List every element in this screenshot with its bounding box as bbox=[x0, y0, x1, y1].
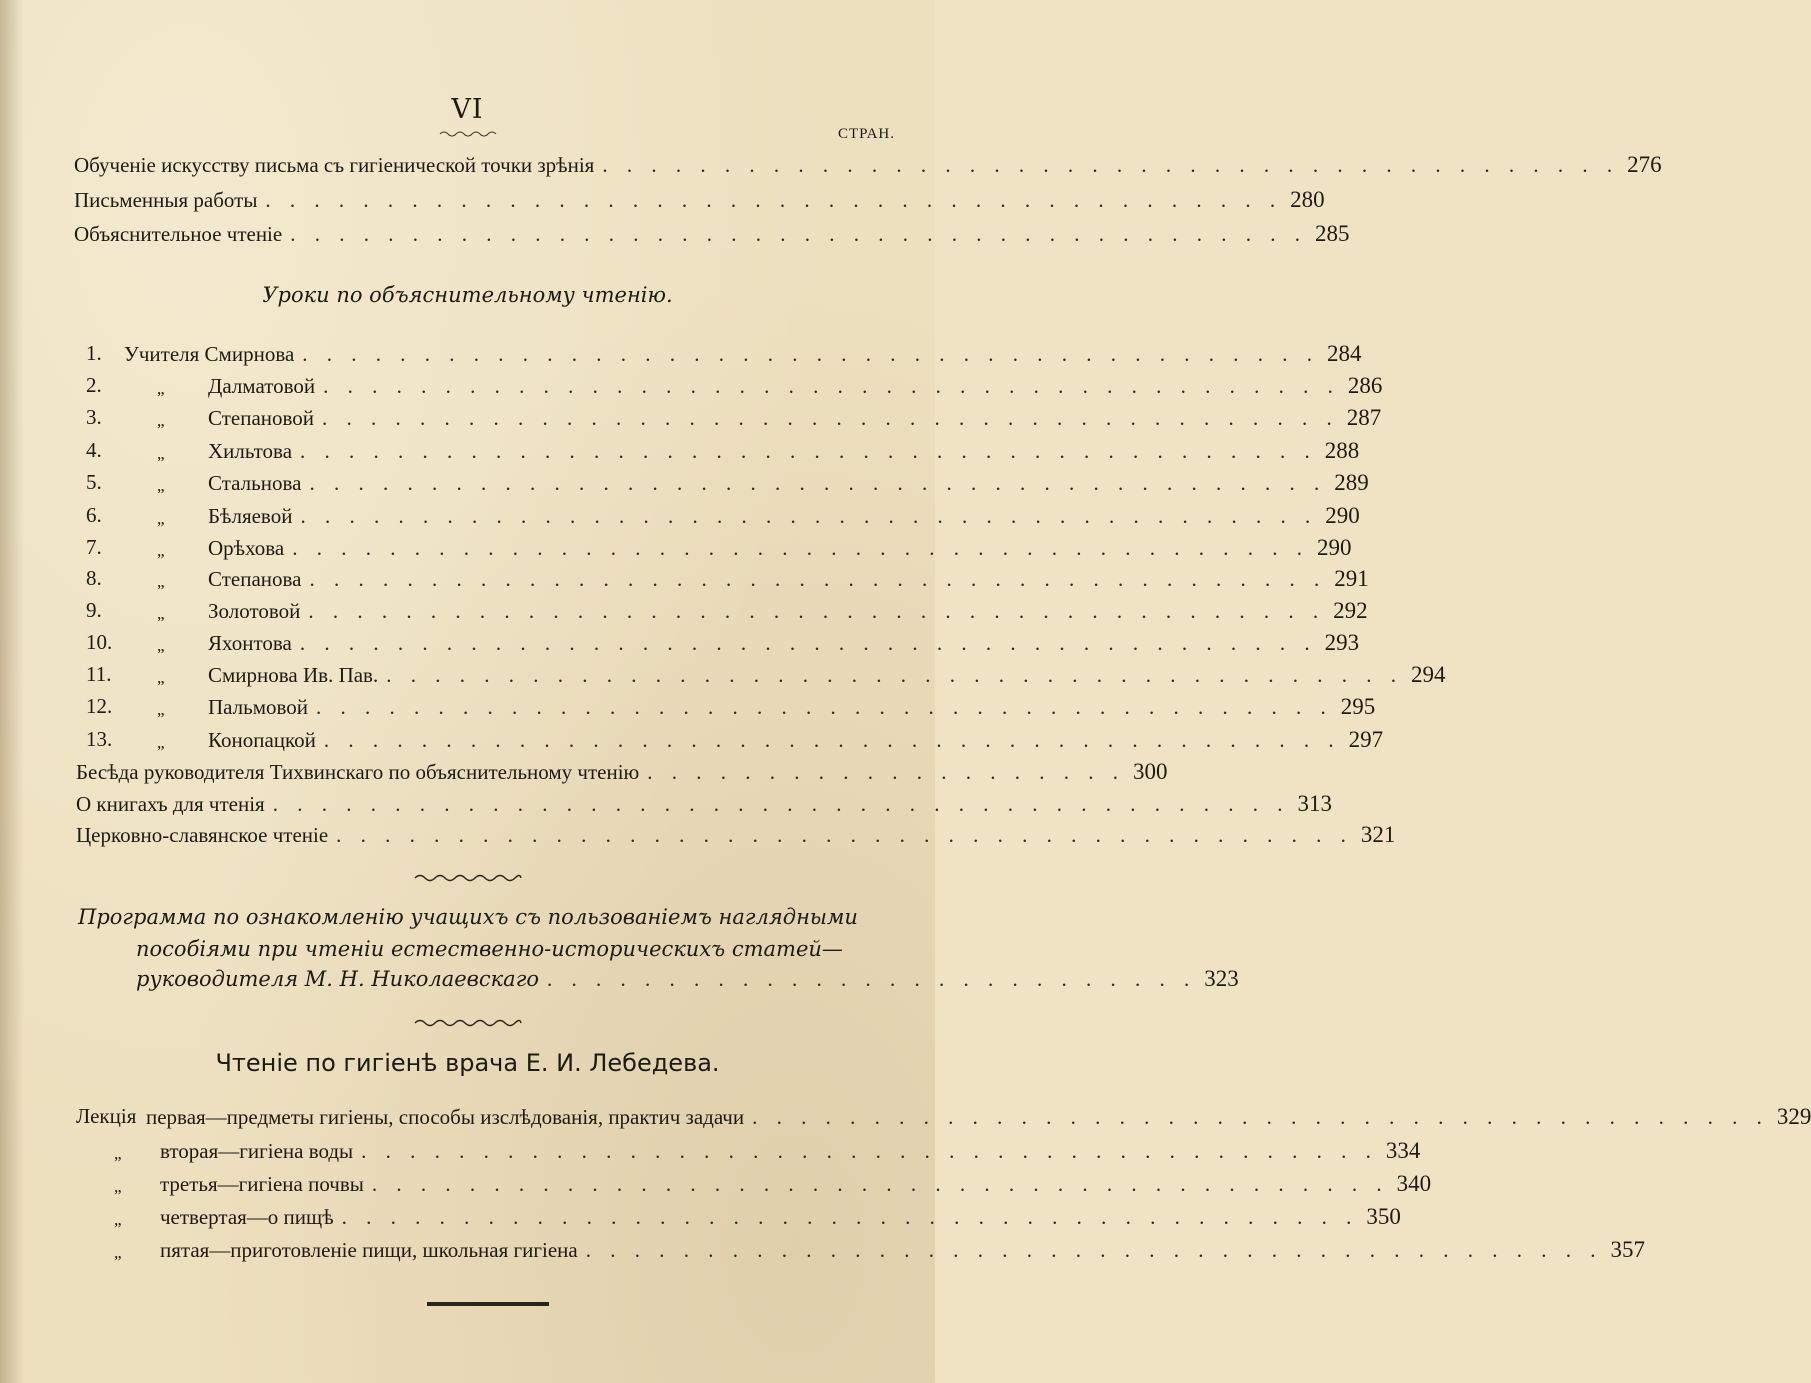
lecture-entry bbox=[146, 1104, 1811, 1134]
program-title-line-3: руководителя М. Н. Николаевскаго bbox=[136, 967, 539, 991]
lecture-page: 357 bbox=[1610, 1237, 1645, 1262]
lesson-number: 3. bbox=[86, 405, 102, 429]
lesson-number: 7. bbox=[86, 535, 102, 559]
dot-leader: . . . . . . . . . . . . . . . . . . . . . . . . . . . . . . . . . . . . . . . . . . bbox=[309, 567, 1327, 591]
dot-leader: . . . . . . . . . . . . . . . . . . . . . . . . . . . . . . . . . . . . . . . . . . bbox=[322, 406, 1339, 430]
ditto-mark: „ bbox=[157, 444, 165, 463]
lesson-teacher-name: Степанова bbox=[208, 567, 302, 591]
dot-leader: . . . . . . . . . . . . . . . . . . . . . . . . . . . . . . . . . . . . . . . . . . bbox=[585, 1238, 1603, 1262]
lesson-number: 11. bbox=[86, 662, 112, 686]
lesson-page: 294 bbox=[1410, 662, 1446, 687]
dot-leader: . . . . . . . . . . . . . . . . . . . . . . . . . . . . . . . . . . . . . . . . . . bbox=[309, 471, 1327, 495]
lesson-page: 295 bbox=[1340, 694, 1376, 719]
toc-entry-title: Письменныя работы bbox=[74, 188, 258, 212]
lesson-number: 4. bbox=[86, 438, 102, 462]
lesson-entry bbox=[208, 438, 1360, 468]
lesson-teacher-name: Пальмовой bbox=[208, 695, 309, 719]
lesson-entry bbox=[208, 503, 1360, 533]
lesson-teacher-name: Смирнова Ив. Пав. bbox=[208, 663, 379, 687]
ditto-mark: „ bbox=[157, 733, 165, 752]
toc-entry bbox=[74, 221, 1350, 251]
dot-leader: . . . . . . . . . . . . . . . . . . . . . . . . . . . . . . . . . . . . . . . . . . bbox=[290, 222, 1307, 246]
lecture-title: пятая—приготовленіе пищи, школьная гигіена bbox=[160, 1238, 578, 1262]
ditto-mark: „ bbox=[157, 476, 165, 495]
toc-entry bbox=[76, 822, 1396, 852]
lesson-entry bbox=[208, 662, 1446, 692]
ditto-mark: „ bbox=[157, 668, 165, 687]
lesson-teacher-name: Бѣляевой bbox=[208, 504, 293, 528]
lesson-page: 284 bbox=[1327, 341, 1362, 366]
dot-leader: . . . . . . . . . . . . . . . . . . . . bbox=[647, 760, 1125, 784]
lesson-page: 289 bbox=[1334, 470, 1369, 495]
lesson-entry bbox=[208, 630, 1360, 660]
toc-entry-page: 280 bbox=[1290, 187, 1325, 212]
toc-entry bbox=[76, 791, 1332, 821]
program-title-line-1: Программа по ознакомленію учащихъ съ пользованіемъ наглядными bbox=[78, 905, 858, 929]
ditto-mark: „ bbox=[157, 379, 165, 398]
dot-leader: . . . . . . . . . . . . . . . . . . . . . . . . . . . . . . . . . . . . . . . . . . bbox=[308, 599, 1326, 623]
ditto-mark: „ bbox=[157, 604, 165, 623]
program-title-line-2: пособіями при чтеніи естественно-историческихъ статей— bbox=[136, 937, 843, 961]
section-heading-lessons: Уроки по объяснительному чтенію. bbox=[262, 283, 673, 307]
lesson-teacher-name: Яхонтова bbox=[208, 631, 292, 655]
lesson-number: 1. bbox=[86, 341, 102, 365]
ditto-mark: „ bbox=[157, 700, 165, 719]
lesson-number: 6. bbox=[86, 503, 102, 527]
ditto-mark: „ bbox=[157, 572, 165, 591]
ornament-divider bbox=[0, 1013, 935, 1032]
lesson-number: 10. bbox=[86, 630, 113, 654]
dot-leader: . . . . . . . . . . . . . . . . . . . . . . . . . . . . . . . . . . . . . . . . . . bbox=[752, 1105, 1769, 1129]
lesson-teacher-name: Далматовой bbox=[208, 374, 316, 398]
lesson-page: 292 bbox=[1333, 598, 1368, 623]
lesson-teacher-name: Стальнова bbox=[208, 471, 302, 495]
dot-leader: . . . . . . . . . . . . . . . . . . . . . . . . . . . . . . . . . . . . . . . . . . bbox=[272, 792, 1290, 816]
lesson-page: 293 bbox=[1324, 630, 1360, 655]
lesson-entry bbox=[208, 535, 1352, 565]
lesson-teacher-name: Конопацкой bbox=[208, 728, 316, 752]
toc-entry-page: 323 bbox=[1204, 966, 1239, 991]
lesson-entry bbox=[208, 598, 1368, 628]
dot-leader: . . . . . . . . . . . . . . . . . . . . . . . . . . . . . . . . . . . . . . . . . . bbox=[323, 374, 1340, 398]
lesson-page: 290 bbox=[1325, 503, 1360, 528]
lesson-page: 291 bbox=[1334, 566, 1369, 591]
lecture-page: 340 bbox=[1396, 1171, 1432, 1196]
lecture-title: третья—гигіена почвы bbox=[160, 1172, 364, 1196]
toc-entry-page: 285 bbox=[1314, 221, 1350, 246]
page-number: VI bbox=[451, 94, 484, 125]
lesson-page: 288 bbox=[1324, 438, 1360, 463]
dot-leader: . . . . . . . . . . . . . . . . . . . . . . . . . . . . . . . . . . . . . . . . . . bbox=[316, 695, 1333, 719]
lecture-title: первая—предметы гигіены, способы изслѣдованія, практич задачи bbox=[146, 1105, 745, 1129]
lesson-teacher-name: Хильтова bbox=[208, 439, 293, 463]
toc-entry bbox=[74, 187, 1325, 217]
ditto-mark: „ bbox=[114, 1177, 122, 1196]
lecture-page: 350 bbox=[1366, 1204, 1401, 1229]
page-column-header: СТРАН. bbox=[837, 126, 895, 142]
closing-rule bbox=[427, 1302, 549, 1306]
lesson-entry bbox=[208, 566, 1369, 596]
lesson-number: 8. bbox=[86, 566, 102, 590]
lecture-page: 334 bbox=[1385, 1138, 1421, 1163]
lecture-title: четвертая—о пищѣ bbox=[160, 1205, 334, 1229]
toc-entry bbox=[76, 759, 1168, 789]
lesson-teacher-name: Учителя Смирнова bbox=[124, 342, 295, 366]
lesson-entry bbox=[124, 341, 1362, 371]
lesson-teacher-name: Степановой bbox=[208, 406, 315, 430]
dot-leader: . . . . . . . . . . . . . . . . . . . . . . . . . . . . . . . . . . . . . . . . . . bbox=[336, 823, 1353, 847]
lesson-page: 297 bbox=[1348, 727, 1384, 752]
lecture-page: 329 bbox=[1776, 1104, 1811, 1129]
ditto-mark: „ bbox=[157, 636, 165, 655]
toc-entry-title: Бесѣда руководителя Тихвинскаго по объяснительному чтенію bbox=[76, 760, 640, 784]
dot-leader: . . . . . . . . . . . . . . . . . . . . . . . . . . . . . . . . . . . . . . . . . . bbox=[292, 536, 1309, 560]
dot-leader: . . . . . . . . . . . . . . . . . . . . . . . . . . . . . . . . . . . . . . . . . . bbox=[300, 439, 1317, 463]
toc-entry-page: 300 bbox=[1133, 759, 1168, 784]
dot-leader: . . . . . . . . . . . . . . . . . . . . . . . . . . . bbox=[546, 967, 1197, 991]
dot-leader: . . . . . . . . . . . . . . . . . . . . . . . . . . . . . . . . . . . . . . . . . . bbox=[602, 153, 1620, 177]
lesson-number: 5. bbox=[86, 470, 102, 494]
ditto-mark: „ bbox=[157, 411, 165, 430]
lesson-number: 12. bbox=[86, 694, 113, 718]
toc-entry bbox=[74, 152, 1662, 182]
toc-entry-title: О книгахъ для чтенія bbox=[76, 792, 265, 816]
dot-leader: . . . . . . . . . . . . . . . . . . . . . . . . . . . . . . . . . . . . . . . . . . bbox=[299, 631, 1317, 655]
lecture-title: вторая—гигіена воды bbox=[160, 1139, 354, 1163]
lecture-prefix: Лекція bbox=[76, 1104, 137, 1128]
dot-leader: . . . . . . . . . . . . . . . . . . . . . . . . . . . . . . . . . . . . . . . . . . bbox=[300, 504, 1318, 528]
ditto-mark: „ bbox=[157, 541, 165, 560]
dot-leader: . . . . . . . . . . . . . . . . . . . . . . . . . . . . . . . . . . . . . . . . . . bbox=[386, 663, 1403, 687]
section-heading-hygiene: Чтеніе по гигіенѣ врача Е. И. Лебедева. bbox=[215, 1049, 720, 1077]
ornament-divider-top bbox=[0, 122, 935, 141]
lesson-entry bbox=[208, 727, 1384, 757]
lesson-entry bbox=[208, 470, 1369, 500]
toc-entry-title: Обученіе искусству письма съ гигіенической точки зрѣнія bbox=[74, 153, 595, 177]
lesson-teacher-name: Орѣхова bbox=[208, 536, 285, 560]
toc-entry-page: 321 bbox=[1360, 822, 1396, 847]
lesson-number: 2. bbox=[86, 373, 102, 397]
dot-leader: . . . . . . . . . . . . . . . . . . . . . . . . . . . . . . . . . . . . . . . . . . bbox=[341, 1205, 1359, 1229]
ditto-mark: „ bbox=[157, 509, 165, 528]
lesson-entry bbox=[208, 373, 1383, 403]
lesson-teacher-name: Золотовой bbox=[208, 599, 301, 623]
dot-leader: . . . . . . . . . . . . . . . . . . . . . . . . . . . . . . . . . . . . . . . . . . bbox=[265, 188, 1283, 212]
ditto-mark: „ bbox=[114, 1144, 122, 1163]
lesson-page: 290 bbox=[1316, 535, 1352, 560]
lesson-page: 287 bbox=[1346, 405, 1382, 430]
dot-leader: . . . . . . . . . . . . . . . . . . . . . . . . . . . . . . . . . . . . . . . . . . bbox=[371, 1172, 1389, 1196]
dot-leader: . . . . . . . . . . . . . . . . . . . . . . . . . . . . . . . . . . . . . . . . . . bbox=[323, 728, 1341, 752]
toc-entry-title: Объяснительное чтеніе bbox=[74, 222, 283, 246]
toc-entry-page: 313 bbox=[1297, 791, 1332, 816]
lesson-number: 13. bbox=[86, 727, 113, 751]
toc-entry-program bbox=[136, 966, 1239, 996]
lecture-entry bbox=[160, 1204, 1401, 1234]
lecture-entry bbox=[160, 1138, 1421, 1168]
toc-entry-title: Церковно-славянское чтеніе bbox=[76, 823, 329, 847]
ditto-mark: „ bbox=[114, 1210, 122, 1229]
lesson-entry bbox=[208, 405, 1382, 435]
lecture-entry bbox=[160, 1237, 1645, 1267]
dot-leader: . . . . . . . . . . . . . . . . . . . . . . . . . . . . . . . . . . . . . . . . . . bbox=[302, 342, 1320, 366]
page-edge-shadow bbox=[0, 0, 24, 1383]
ornament-divider bbox=[0, 868, 935, 887]
lesson-entry bbox=[208, 694, 1376, 724]
lesson-page: 286 bbox=[1347, 373, 1383, 398]
toc-entry-page: 276 bbox=[1627, 152, 1662, 177]
dot-leader: . . . . . . . . . . . . . . . . . . . . . . . . . . . . . . . . . . . . . . . . . . bbox=[361, 1139, 1378, 1163]
ditto-mark: „ bbox=[114, 1243, 122, 1262]
lesson-number: 9. bbox=[86, 598, 102, 622]
lecture-entry bbox=[160, 1171, 1432, 1201]
